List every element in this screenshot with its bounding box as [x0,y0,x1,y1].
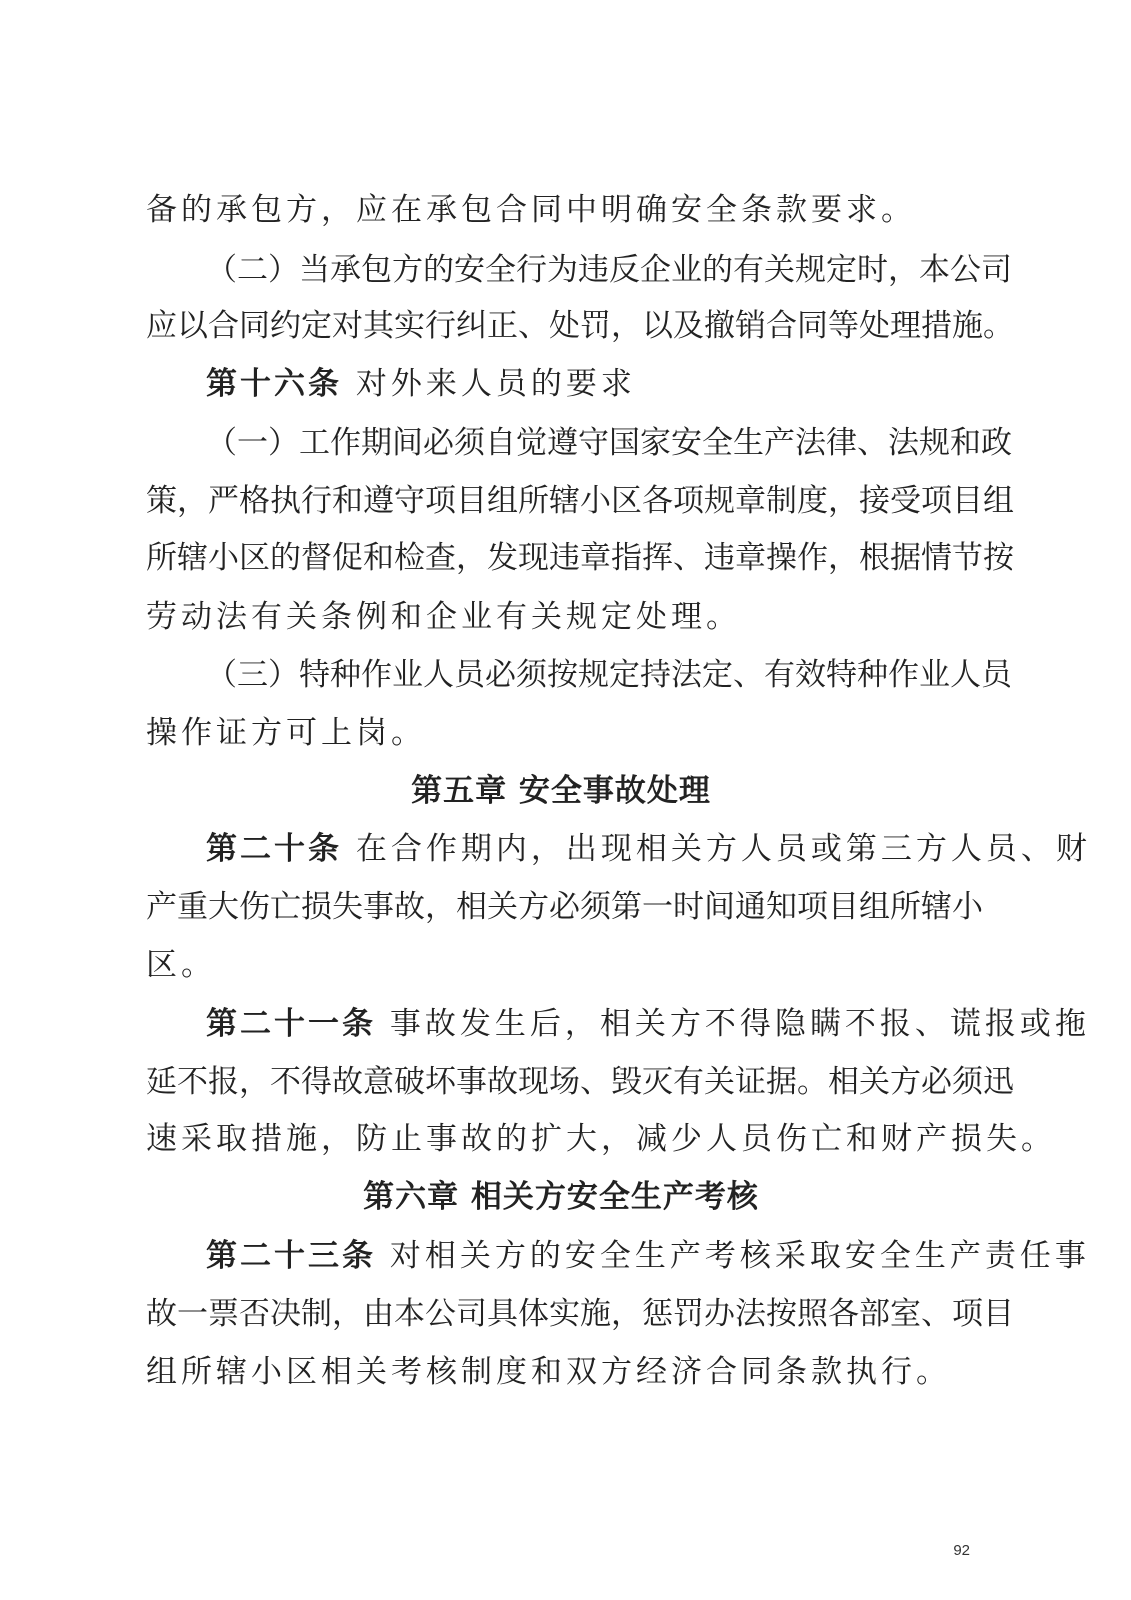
article-text: 在合作期内，出现相关方人员或第三方人员、财 [355,831,1091,867]
article-heading: 第二十条 [206,831,342,867]
text-line: 故一票否决制，由本公司具体实施，惩罚办法按照各部室、项目 [146,1296,1014,1332]
text-line: 区。 [146,947,216,983]
text-line: 延不报，不得故意破坏事故现场、毁灭有关证据。相关方必须迅 [146,1064,1014,1100]
article-heading: 第二十一条 [206,1006,376,1042]
article-20 [206,829,1091,869]
article-21 [206,1004,1090,1044]
text-line: （三）特种作业人员必须按规定持法定、有效特种作业人员 [206,657,1012,693]
article-16 [206,364,976,404]
text-line: 速采取措施，防止事故的扩大，减少人员伤亡和财产损失。 [146,1121,1056,1157]
article-text: 事故发生后，相关方不得隐瞒不报、谎报或拖 [389,1006,1090,1042]
text-line: （一）工作期间必须自觉遵守国家安全生产法律、法规和政 [206,425,1012,461]
chapter-heading: 第五章 安全事故处理 [411,773,711,809]
text-line: 策，严格执行和遵守项目组所辖小区各项规章制度，接受项目组 [146,483,1014,519]
article-title: 对外来人员的要求 [355,366,636,402]
text-line: （二）当承包方的安全行为违反企业的有关规定时，本公司 [206,252,1012,288]
text-line: 产重大伤亡损失事故，相关方必须第一时间通知项目组所辖小 [146,889,983,925]
article-heading: 第十六条 [206,366,342,402]
text-line: 操作证方可上岗。 [146,715,426,751]
article-text: 对相关方的安全生产考核采取安全生产责任事 [389,1238,1090,1274]
text-line: 所辖小区的督促和检查，发现违章指挥、违章操作，根据情节按 [146,540,1014,576]
article-23 [206,1236,1090,1276]
text-line: 组所辖小区相关考核制度和双方经济合同条款执行。 [146,1354,951,1390]
page-number: 92 [953,1542,970,1559]
text-line: 应以合同约定对其实行纠正、处罚，以及撤销合同等处理措施。 [146,308,1014,344]
text-line: 备的承包方，应在承包合同中明确安全条款要求。 [146,192,916,228]
text-line: 劳动法有关条例和企业有关规定处理。 [146,599,741,635]
article-heading: 第二十三条 [206,1238,376,1274]
chapter-heading: 第六章 相关方安全生产考核 [363,1179,759,1215]
